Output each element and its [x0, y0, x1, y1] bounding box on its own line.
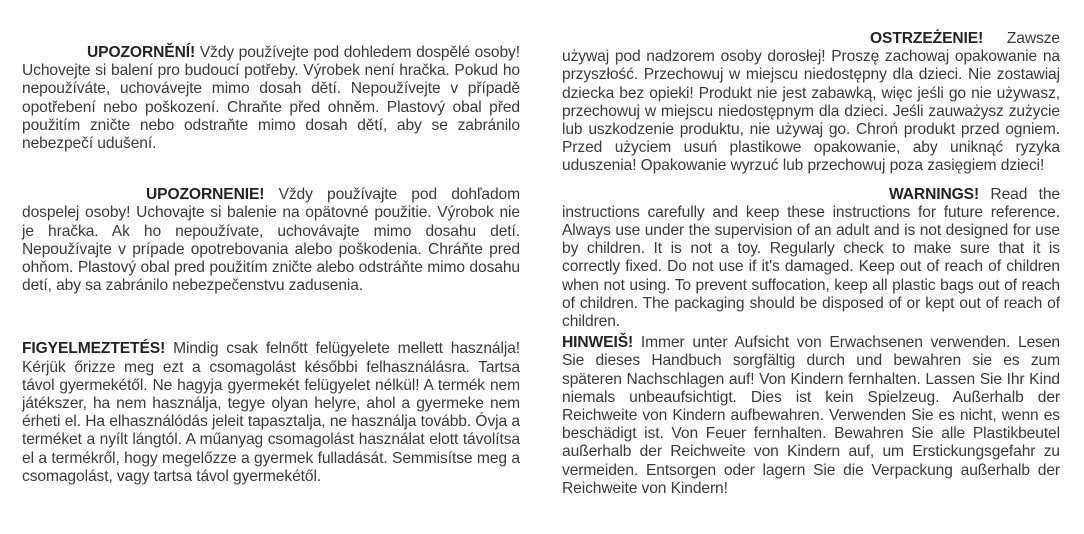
warning-paragraph-slovak [22, 186, 520, 295]
warning-heading-polish: OSTRZEŻENIE! [870, 30, 984, 47]
warning-paragraph-polish [562, 30, 1060, 176]
warning-body-czech: Vždy používejte pod dohledem dospělé osoby! Uchovejte si balení pro budoucí potřeby. Výrobek není hračka. Pokud ho nepoužíváte, uchovávejte mimo dosah dětí. Nepoužívejte v případě opotřebení nebo poškození. Chraňte před ohněm. Plastový obal před použitím zničte nebo odstraňte mimo dosah dětí, aby se zabránilo nebezpečí udušení. [22, 44, 520, 153]
warning-paragraph-czech [22, 44, 520, 153]
warning-paragraph-german [562, 334, 1060, 498]
warning-heading-hungarian: FIGYELMEZTETÉS! [22, 340, 166, 358]
warning-body-polish: Zawsze używaj pod nadzorem osoby dorosłej! Proszę zachowaj opakowanie na przyszłość. Przechowuj w miejscu niedostępny dla dzieci. Nie zostawiaj dziecka bez opieki! Produkt nie jest zabawką, więc jeśli go nie używasz, przechowuj w miejscu niedostępnym dla dzieci. Jeśli zauważysz zużycie lub uszkodzenie produktu, nie używaj go. Chroń produkt przed ogniem. Przed użyciem usuń plastikowe opakowanie, aby uniknąć ryzyka uduszenia! Opakowanie wyrzuć lub przechowuj poza zasięgiem dzieci! [562, 30, 1060, 175]
warning-heading-czech: UPOZORNĚNÍ! [87, 44, 196, 61]
right-column [562, 0, 1060, 498]
warning-body-german: Immer unter Aufsicht von Erwachsenen verwenden. Lesen Sie dieses Handbuch sorgfältig durch und bewahren sie es zum späteren Nachschlagen auf! Von Kindern fernhalten. Lassen Sie Ihr Kind niemals unbeaufsichtigt. Dies ist kein Spielzeug. Außerhalb der Reichweite von Kindern aufbewahren. Verwenden Sie es nicht, wenn es beschädigt ist. Von Feuer fernhalten. Bewahren Sie alle Plastikbeutel außerhalb der Reichweite von Kindern auf, um Erstickungsgefahr zu vermeiden. Entsorgen oder lagern Sie die Verpackung außerhalb der Reichweite von Kindern! [562, 334, 1060, 497]
warning-body-slovak: Vždy používajte pod dohľadom dospelej osoby! Uchovajte si balenie na opätovné použitie. Výrobok nie je hračka. Ak ho nepoužívate, uchovávajte mimo dosahu detí. Nepoužívajte v prípade opotrebovania alebo poškodenia. Chráňte pred ohňom. Plastový obal pred použitím zničte alebo odstráňte mimo dosahu detí, aby sa zabránilo nebezpečenstvu zadusenia. [22, 186, 520, 295]
warning-paragraph-hungarian [22, 340, 520, 486]
warning-heading-german: HINWEIŠ! [562, 334, 634, 352]
warning-paragraph-english [562, 186, 1060, 332]
warning-body-hungarian: Mindig csak felnőtt felügyelete mellett használja! Kérjük őrizze meg ezt a csomagolást későbbi felhasználásra. Tartsa távol gyermekétől. Ne hagyja gyermekét felügyelet nélkül! A termék nem játékszer, ha nem használja, tegye olyan helyre, ahol a gyermeke nem érheti el. Ha elhasználódás jeleit tapasztalja, ne használja tovább. Óvja a terméket a nyílt lángtól. A műanyag csomagolást használat elott távolítsa el a termékről, hogy megelőzze a gyermek fulladását. Semmisítse meg a csomagolást, vagy tartsa távol gyermekétől. [22, 340, 521, 485]
left-column [22, 0, 520, 486]
warning-heading-slovak: UPOZORNENIE! [146, 186, 265, 204]
warning-body-english: Read the instructions carefully and keep these instructions for future reference. Always use under the supervision of an adult and is not designed for use by children. It is not a toy. Regularly check to make sure that it is correctly fixed. Do not use if it's damaged. Keep out of reach of children when not using. To prevent suffocation, keep all plastic bags out of reach of children. The packaging should be disposed of or kept out of reach of children. [562, 185, 1060, 331]
warning-heading-english: WARNINGS! [889, 185, 980, 203]
